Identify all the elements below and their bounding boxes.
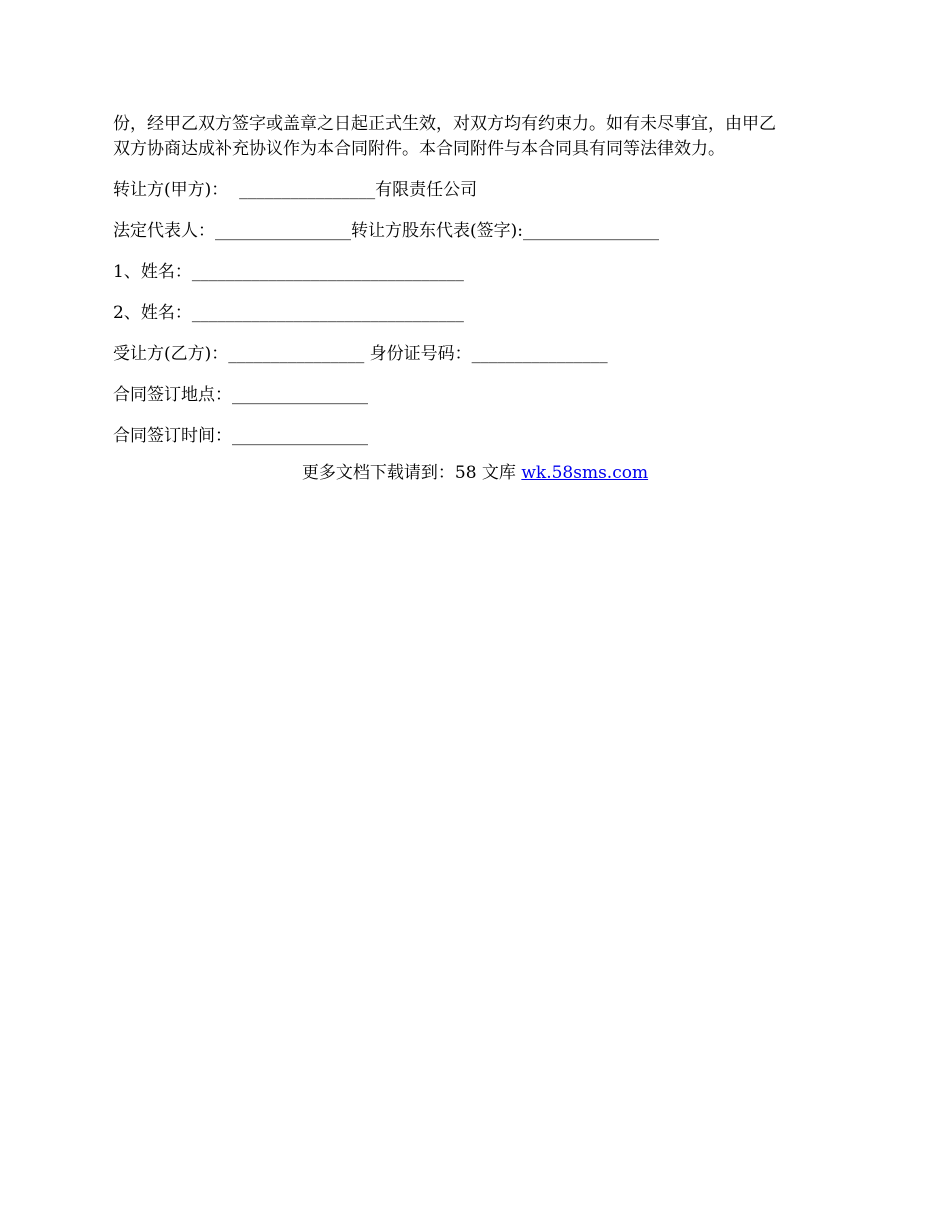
document-body [113, 112, 843, 449]
shareholder-name-1-field: 1、姓名：________________________________ [113, 262, 464, 282]
footer [0, 461, 950, 486]
transferor-field: 转让方(甲方)： ________________有限责任公司 [113, 180, 478, 200]
transferee-field: 受让方(乙方)：________________ 身份证号码：________________ [113, 344, 608, 364]
shareholder-name-2-field: 2、姓名：________________________________ [113, 303, 464, 323]
legal-representative-field: 法定代表人：________________转让方股东代表(签字):________________ [113, 221, 659, 241]
paragraph-line-2: 双方协商达成补充协议作为本合同附件。本合同附件与本合同具有同等法律效力。 [113, 139, 725, 159]
signing-time-field: 合同签订时间：________________ [113, 426, 368, 446]
paragraph-line-1: 份，经甲乙双方签字或盖章之日起正式生效，对双方均有约束力。如有未尽事宜，由甲乙 [113, 114, 776, 134]
footer-prefix: 更多文档下载请到：58 文库 [301, 463, 522, 483]
signing-place-field: 合同签订地点：________________ [113, 385, 368, 405]
footer-link[interactable]: wk.58sms.com [521, 463, 649, 483]
